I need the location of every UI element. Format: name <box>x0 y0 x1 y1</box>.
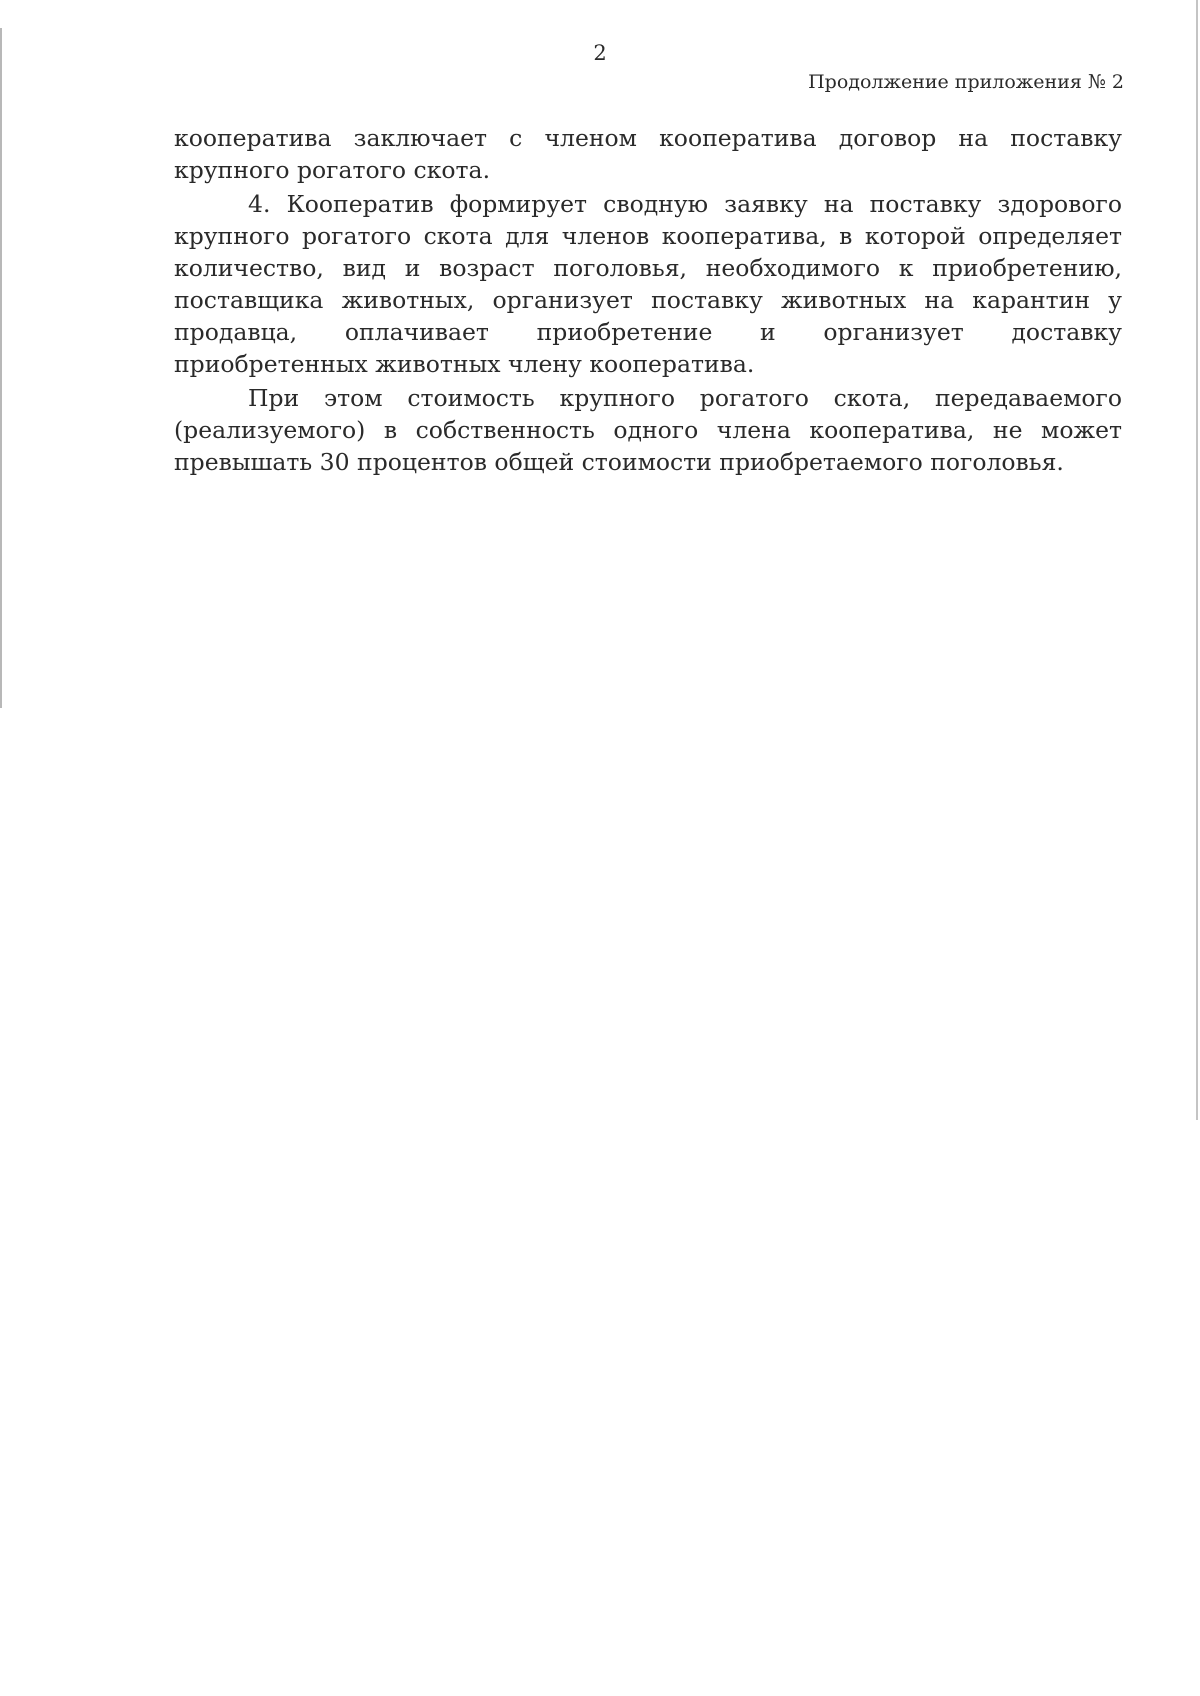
document-body <box>174 122 1122 480</box>
scan-edge-right <box>1196 0 1198 1120</box>
paragraph-continued: кооператива заключает с членом кооператива договор на поставку крупного рогатого скота. <box>174 124 1122 184</box>
paragraph-cost-limit: При этом стоимость крупного рогатого скота, передаваемого (реализуемого) в собственность одного члена кооператива, не может превышать 30 процентов общей стоимости приобретаемого поголовья. <box>174 384 1122 476</box>
page-number: 2 <box>593 41 607 65</box>
paragraph-item-4: 4. Кооператив формирует сводную заявку на поставку здорового крупного рогатого скота для членов кооператива, в которой определяет количество, вид и возраст поголовья, необходимого к приобретению, поставщика животных, организует поставку животных на карантин у продавца, оплачивает приобретение и организует доставку приобретенных животных члену кооператива. <box>174 190 1122 378</box>
appendix-continuation-note: Продолжение приложения № 2 <box>808 71 1124 93</box>
scan-edge-left <box>0 28 2 708</box>
